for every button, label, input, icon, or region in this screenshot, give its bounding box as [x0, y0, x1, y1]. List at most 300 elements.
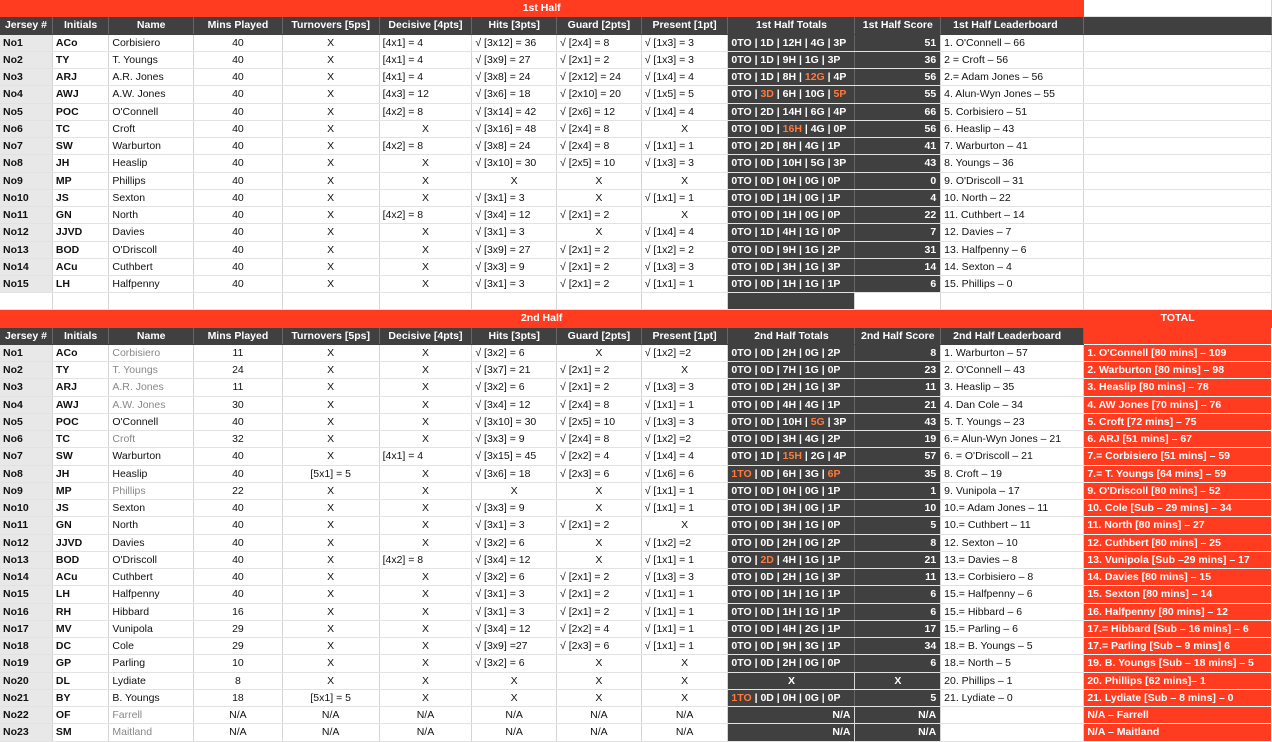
cell-t[interactable]: X — [282, 620, 379, 637]
cell-j[interactable]: No1 — [0, 344, 52, 361]
cell-t[interactable]: X — [282, 569, 379, 586]
cell-s[interactable]: 57 — [855, 448, 941, 465]
cell-p[interactable]: √ [1x1] = 1 — [641, 586, 728, 603]
cell-s[interactable]: 17 — [855, 620, 941, 637]
cell-p[interactable]: √ [1x1] = 1 — [641, 189, 728, 206]
cell-i[interactable]: DC — [52, 638, 108, 655]
cell-t[interactable]: X — [282, 138, 379, 155]
cell-j[interactable]: No21 — [0, 689, 52, 706]
cell-n[interactable]: O'Connell — [109, 413, 194, 430]
cell-t[interactable]: X — [282, 551, 379, 568]
cell-d[interactable]: X — [379, 534, 472, 551]
cell-i[interactable]: DL — [52, 672, 108, 689]
cell-n[interactable]: Maitland — [109, 724, 194, 741]
cell-d[interactable]: X — [379, 241, 472, 258]
cell-m[interactable]: 11 — [194, 379, 283, 396]
cell-lb[interactable]: 3. Heaslip – 35 — [941, 379, 1084, 396]
column-header[interactable]: Present [1pt] — [641, 17, 728, 34]
cell-g[interactable]: √ [2x4] = 8 — [557, 138, 642, 155]
cell-i[interactable]: JJVD — [52, 534, 108, 551]
cell-d[interactable]: X — [379, 672, 472, 689]
cell-j[interactable]: No14 — [0, 569, 52, 586]
cell-n[interactable]: Phillips — [109, 482, 194, 499]
cell-h[interactable]: √ [3x2] = 6 — [472, 379, 557, 396]
cell-lb[interactable]: 12. Davies – 7 — [941, 224, 1084, 241]
cell-j[interactable]: No10 — [0, 500, 52, 517]
column-header[interactable]: 1st Half Totals — [728, 17, 855, 34]
cell-d[interactable]: X — [379, 344, 472, 361]
total-leaderboard-cell[interactable]: N/A – Maitland — [1084, 724, 1272, 741]
cell-d[interactable]: [4x2] = 8 — [379, 551, 472, 568]
cell-h[interactable]: √ [3x1] = 3 — [472, 517, 557, 534]
cell-p[interactable]: √ [1x4] = 4 — [641, 103, 728, 120]
cell-p[interactable]: √ [1x3] = 3 — [641, 569, 728, 586]
cell-t[interactable]: X — [282, 103, 379, 120]
cell-s[interactable]: 21 — [855, 551, 941, 568]
cell-d[interactable]: X — [379, 362, 472, 379]
cell-g[interactable]: √ [2x3] = 6 — [557, 465, 642, 482]
column-header[interactable]: Mins Played — [194, 327, 283, 344]
cell-j[interactable]: No15 — [0, 586, 52, 603]
cell-m[interactable]: 40 — [194, 120, 283, 137]
cell-p[interactable]: X — [641, 672, 728, 689]
cell-n[interactable]: A.W. Jones — [109, 86, 194, 103]
cell-h[interactable]: √ [3x8] = 24 — [472, 138, 557, 155]
cell-t[interactable]: X — [282, 500, 379, 517]
cell-lb[interactable]: 15.= Halfpenny – 6 — [941, 586, 1084, 603]
cell-m[interactable]: 8 — [194, 672, 283, 689]
column-header[interactable]: 2nd Half Score — [855, 327, 941, 344]
cell-n[interactable]: North — [109, 517, 194, 534]
column-header[interactable]: Turnovers [5ps] — [282, 17, 379, 34]
cell-s[interactable]: 8 — [855, 344, 941, 361]
cell-d[interactable]: [4x3] = 12 — [379, 86, 472, 103]
column-header[interactable]: Decisive [4pts] — [379, 17, 472, 34]
column-header[interactable]: Hits [3pts] — [472, 17, 557, 34]
cell-p[interactable]: √ [1x3] = 3 — [641, 34, 728, 51]
cell-d[interactable]: X — [379, 500, 472, 517]
cell-t[interactable]: X — [282, 517, 379, 534]
cell-n[interactable]: Warburton — [109, 138, 194, 155]
cell-i[interactable]: ACo — [52, 34, 108, 51]
cell-h[interactable]: √ [3x3] = 9 — [472, 500, 557, 517]
cell-s[interactable]: 23 — [855, 362, 941, 379]
cell-j[interactable]: No13 — [0, 241, 52, 258]
cell-i[interactable]: SW — [52, 448, 108, 465]
cell-t[interactable]: X — [282, 258, 379, 275]
cell-s[interactable]: 35 — [855, 465, 941, 482]
cell-h[interactable]: √ [3x10] = 30 — [472, 413, 557, 430]
cell-s[interactable]: 4 — [855, 189, 941, 206]
total-leaderboard-cell[interactable]: 10. Cole [Sub – 29 mins] – 34 — [1084, 500, 1272, 517]
cell-t[interactable]: X — [282, 482, 379, 499]
cell-p[interactable]: √ [1x4] = 4 — [641, 448, 728, 465]
cell-d[interactable]: X — [379, 258, 472, 275]
cell-tot[interactable]: 0TO | 1D | 8H | 12G | 4P — [728, 69, 855, 86]
cell-m[interactable]: 40 — [194, 172, 283, 189]
cell-p[interactable]: √ [1x3] = 3 — [641, 258, 728, 275]
cell-i[interactable]: AWJ — [52, 396, 108, 413]
cell-n[interactable]: Croft — [109, 120, 194, 137]
cell-t[interactable]: X — [282, 172, 379, 189]
cell-j[interactable]: No2 — [0, 51, 52, 68]
cell-t[interactable]: X — [282, 586, 379, 603]
cell-i[interactable]: MP — [52, 172, 108, 189]
cell-j[interactable]: No3 — [0, 69, 52, 86]
column-header[interactable]: Initials — [52, 327, 108, 344]
cell-lb[interactable]: 4. Dan Cole – 34 — [941, 396, 1084, 413]
cell-t[interactable]: X — [282, 396, 379, 413]
cell-m[interactable]: 40 — [194, 448, 283, 465]
cell-s[interactable]: 6 — [855, 276, 941, 293]
cell-lb[interactable]: 10.= Adam Jones – 11 — [941, 500, 1084, 517]
cell-i[interactable]: BOD — [52, 551, 108, 568]
cell-p[interactable]: √ [1x2] = 2 — [641, 241, 728, 258]
cell-p[interactable]: √ [1x2] =2 — [641, 344, 728, 361]
cell-p[interactable]: X — [641, 517, 728, 534]
cell-tot[interactable]: 0TO | 0D | 3H | 0G | 1P — [728, 500, 855, 517]
cell-n[interactable]: A.W. Jones — [109, 396, 194, 413]
cell-p[interactable]: N/A — [641, 724, 728, 741]
cell-h[interactable]: X — [472, 672, 557, 689]
cell-m[interactable]: 40 — [194, 586, 283, 603]
cell-s[interactable]: 22 — [855, 207, 941, 224]
cell-n[interactable]: Halfpenny — [109, 276, 194, 293]
cell-h[interactable]: √ [3x15] = 45 — [472, 448, 557, 465]
cell-tot[interactable]: 0TO | 0D | 1H | 1G | 1P — [728, 276, 855, 293]
cell-lb[interactable]: 11. Cuthbert – 14 — [941, 207, 1084, 224]
cell-s[interactable]: 1 — [855, 482, 941, 499]
cell-m[interactable]: 40 — [194, 241, 283, 258]
cell-lb[interactable]: 15. Phillips – 0 — [941, 276, 1084, 293]
cell-h[interactable]: X — [472, 482, 557, 499]
cell-lb[interactable]: 5. Corbisiero – 51 — [941, 103, 1084, 120]
cell-g[interactable]: √ [2x2] = 4 — [557, 448, 642, 465]
cell-t[interactable]: X — [282, 207, 379, 224]
cell-g[interactable]: X — [557, 551, 642, 568]
cell-s[interactable]: 10 — [855, 500, 941, 517]
cell-g[interactable]: X — [557, 689, 642, 706]
cell-s[interactable]: 8 — [855, 534, 941, 551]
total-leaderboard-cell[interactable]: 6. ARJ [51 mins] – 67 — [1084, 431, 1272, 448]
cell-d[interactable]: X — [379, 655, 472, 672]
cell-j[interactable]: No15 — [0, 276, 52, 293]
cell-i[interactable]: JJVD — [52, 224, 108, 241]
cell-lb[interactable]: 13. Halfpenny – 6 — [941, 241, 1084, 258]
cell-j[interactable]: No7 — [0, 138, 52, 155]
cell-lb[interactable]: 13.= Davies – 8 — [941, 551, 1084, 568]
cell-h[interactable]: N/A — [472, 707, 557, 724]
cell-t[interactable]: X — [282, 189, 379, 206]
cell-tot[interactable]: 0TO | 2D | 8H | 4G | 1P — [728, 138, 855, 155]
cell-p[interactable]: √ [1x2] =2 — [641, 431, 728, 448]
cell-p[interactable]: √ [1x3] = 3 — [641, 413, 728, 430]
cell-m[interactable]: 40 — [194, 517, 283, 534]
column-header[interactable]: Jersey # — [0, 327, 52, 344]
cell-d[interactable]: X — [379, 586, 472, 603]
cell-tot[interactable]: 0TO | 1D | 9H | 1G | 3P — [728, 51, 855, 68]
cell-n[interactable]: Cuthbert — [109, 569, 194, 586]
cell-m[interactable]: 40 — [194, 155, 283, 172]
total-leaderboard-cell[interactable]: 5. Croft [72 mins] – 75 — [1084, 413, 1272, 430]
total-leaderboard-cell[interactable]: 11. North [80 mins] – 27 — [1084, 517, 1272, 534]
cell-p[interactable]: X — [641, 207, 728, 224]
cell-p[interactable]: √ [1x1] = 1 — [641, 276, 728, 293]
cell-tot[interactable]: 0TO | 0D | 10H | 5G | 3P — [728, 155, 855, 172]
cell-d[interactable]: X — [379, 517, 472, 534]
cell-tot[interactable]: N/A — [728, 707, 855, 724]
cell-tot[interactable]: 0TO | 2D | 14H | 6G | 4P — [728, 103, 855, 120]
cell-tot[interactable]: 0TO | 0D | 1H | 1G | 1P — [728, 603, 855, 620]
cell-s[interactable]: 6 — [855, 603, 941, 620]
cell-g[interactable]: √ [2x5] = 10 — [557, 413, 642, 430]
cell-h[interactable]: X — [472, 172, 557, 189]
cell-t[interactable]: X — [282, 672, 379, 689]
cell-h[interactable]: √ [3x16] = 48 — [472, 120, 557, 137]
cell-t[interactable]: X — [282, 448, 379, 465]
cell-s[interactable]: 34 — [855, 638, 941, 655]
cell-tot[interactable]: 0TO | 0D | 9H | 3G | 1P — [728, 638, 855, 655]
cell-p[interactable]: √ [1x1] = 1 — [641, 138, 728, 155]
cell-n[interactable]: Cuthbert — [109, 258, 194, 275]
cell-g[interactable]: √ [2x4] = 8 — [557, 34, 642, 51]
total-leaderboard-cell[interactable]: 12. Cuthbert [80 mins] – 25 — [1084, 534, 1272, 551]
column-header[interactable]: Jersey # — [0, 17, 52, 34]
cell-tot[interactable]: 0TO | 0D | 7H | 1G | 0P — [728, 362, 855, 379]
cell-d[interactable]: X — [379, 224, 472, 241]
cell-tot[interactable]: 1TO | 0D | 6H | 3G | 6P — [728, 465, 855, 482]
cell-h[interactable]: √ [3x7] = 21 — [472, 362, 557, 379]
cell-j[interactable]: No2 — [0, 362, 52, 379]
cell-p[interactable]: X — [641, 172, 728, 189]
cell-j[interactable]: No4 — [0, 396, 52, 413]
cell-t[interactable]: X — [282, 51, 379, 68]
cell-tot[interactable]: 0TO | 0D | 2H | 0G | 0P — [728, 655, 855, 672]
cell-p[interactable]: X — [641, 655, 728, 672]
cell-n[interactable]: O'Driscoll — [109, 551, 194, 568]
cell-g[interactable]: X — [557, 344, 642, 361]
cell-j[interactable]: No12 — [0, 534, 52, 551]
cell-lb[interactable]: 9. O'Driscoll – 31 — [941, 172, 1084, 189]
cell-h[interactable]: √ [3x3] = 9 — [472, 258, 557, 275]
cell-p[interactable]: √ [1x4] = 4 — [641, 69, 728, 86]
cell-s[interactable]: 7 — [855, 224, 941, 241]
cell-m[interactable]: 40 — [194, 551, 283, 568]
cell-g[interactable]: √ [2x1] = 2 — [557, 517, 642, 534]
cell-h[interactable]: √ [3x4] = 12 — [472, 620, 557, 637]
cell-g[interactable]: √ [2x1] = 2 — [557, 276, 642, 293]
cell-j[interactable]: No5 — [0, 103, 52, 120]
cell-i[interactable]: MV — [52, 620, 108, 637]
cell-m[interactable]: 40 — [194, 69, 283, 86]
cell-t[interactable]: X — [282, 155, 379, 172]
cell-h[interactable]: √ [3x2] = 6 — [472, 655, 557, 672]
cell-tot[interactable]: 0TO | 0D | 2H | 1G | 3P — [728, 569, 855, 586]
cell-m[interactable]: 40 — [194, 500, 283, 517]
cell-lb[interactable]: 13.= Corbisiero – 8 — [941, 569, 1084, 586]
cell-lb[interactable]: 2 = Croft – 56 — [941, 51, 1084, 68]
cell-h[interactable]: √ [3x6] = 18 — [472, 86, 557, 103]
cell-i[interactable]: ACo — [52, 344, 108, 361]
cell-j[interactable]: No3 — [0, 379, 52, 396]
cell-tot[interactable]: 0TO | 0D | 2H | 0G | 2P — [728, 344, 855, 361]
cell-lb[interactable]: 8. Youngs – 36 — [941, 155, 1084, 172]
cell-j[interactable]: No10 — [0, 189, 52, 206]
cell-n[interactable]: Heaslip — [109, 155, 194, 172]
cell-t[interactable]: X — [282, 34, 379, 51]
cell-d[interactable]: X — [379, 413, 472, 430]
cell-i[interactable]: MP — [52, 482, 108, 499]
cell-lb[interactable] — [941, 707, 1084, 724]
cell-j[interactable]: No8 — [0, 155, 52, 172]
cell-d[interactable]: [4x1] = 4 — [379, 448, 472, 465]
total-leaderboard-cell[interactable]: 3. Heaslip [80 mins] – 78 — [1084, 379, 1272, 396]
cell-s[interactable]: 36 — [855, 51, 941, 68]
cell-s[interactable]: N/A — [855, 724, 941, 741]
cell-s[interactable]: 41 — [855, 138, 941, 155]
cell-j[interactable]: No5 — [0, 413, 52, 430]
total-leaderboard-cell[interactable]: 20. Phillips [62 mins]– 1 — [1084, 672, 1272, 689]
cell-m[interactable]: 24 — [194, 362, 283, 379]
cell-s[interactable]: X — [855, 672, 941, 689]
cell-i[interactable]: TY — [52, 362, 108, 379]
cell-lb[interactable]: 10. North – 22 — [941, 189, 1084, 206]
cell-g[interactable]: √ [2x1] = 2 — [557, 241, 642, 258]
cell-g[interactable]: X — [557, 655, 642, 672]
total-leaderboard-cell[interactable]: 17.= Parling [Sub – 9 mins] 6 — [1084, 638, 1272, 655]
cell-n[interactable]: T. Youngs — [109, 51, 194, 68]
cell-tot[interactable]: 0TO | 0D | 0H | 0G | 1P — [728, 482, 855, 499]
cell-i[interactable]: GN — [52, 517, 108, 534]
cell-m[interactable]: N/A — [194, 724, 283, 741]
column-header[interactable]: Turnovers [5ps] — [282, 327, 379, 344]
cell-m[interactable]: 40 — [194, 258, 283, 275]
cell-m[interactable]: 32 — [194, 431, 283, 448]
cell-g[interactable]: √ [2x12] = 24 — [557, 69, 642, 86]
cell-lb[interactable]: 18.= B. Youngs – 5 — [941, 638, 1084, 655]
cell-lb[interactable]: 20. Phillips – 1 — [941, 672, 1084, 689]
cell-p[interactable]: √ [1x2] =2 — [641, 534, 728, 551]
cell-i[interactable]: BY — [52, 689, 108, 706]
cell-tot[interactable]: 0TO | 2D | 4H | 1G | 1P — [728, 551, 855, 568]
cell-m[interactable]: N/A — [194, 707, 283, 724]
cell-h[interactable]: √ [3x3] = 9 — [472, 431, 557, 448]
cell-m[interactable]: 22 — [194, 482, 283, 499]
cell-tot[interactable]: 0TO | 0D | 0H | 0G | 0P — [728, 172, 855, 189]
total-leaderboard-cell[interactable]: 21. Lydiate [Sub – 8 mins] – 0 — [1084, 689, 1272, 706]
cell-t[interactable]: N/A — [282, 724, 379, 741]
cell-p[interactable]: √ [1x6] = 6 — [641, 465, 728, 482]
cell-n[interactable]: Sexton — [109, 500, 194, 517]
cell-n[interactable]: Corbisiero — [109, 34, 194, 51]
cell-t[interactable]: X — [282, 224, 379, 241]
cell-m[interactable]: 40 — [194, 103, 283, 120]
cell-g[interactable]: √ [2x4] = 8 — [557, 396, 642, 413]
cell-lb[interactable]: 4. Alun-Wyn Jones – 55 — [941, 86, 1084, 103]
cell-p[interactable]: √ [1x1] = 1 — [641, 620, 728, 637]
cell-m[interactable]: 40 — [194, 51, 283, 68]
cell-p[interactable]: √ [1x1] = 1 — [641, 482, 728, 499]
cell-p[interactable]: N/A — [641, 707, 728, 724]
cell-n[interactable]: O'Connell — [109, 103, 194, 120]
cell-g[interactable]: √ [2x5] = 10 — [557, 155, 642, 172]
cell-t[interactable]: X — [282, 86, 379, 103]
cell-s[interactable]: 6 — [855, 655, 941, 672]
cell-d[interactable]: X — [379, 638, 472, 655]
cell-m[interactable]: 40 — [194, 413, 283, 430]
cell-tot[interactable]: 0TO | 0D | 3H | 4G | 2P — [728, 431, 855, 448]
cell-j[interactable]: No23 — [0, 724, 52, 741]
cell-j[interactable]: No6 — [0, 120, 52, 137]
total-leaderboard-cell[interactable]: 7.= T. Youngs [64 mins] – 59 — [1084, 465, 1272, 482]
cell-s[interactable]: 51 — [855, 34, 941, 51]
cell-tot[interactable]: 0TO | 0D | 2H | 1G | 3P — [728, 379, 855, 396]
cell-lb[interactable]: 2.= Adam Jones – 56 — [941, 69, 1084, 86]
cell-lb[interactable]: 12. Sexton – 10 — [941, 534, 1084, 551]
column-header[interactable]: 1st Half Leaderboard — [941, 17, 1084, 34]
cell-h[interactable]: √ [3x4] = 12 — [472, 207, 557, 224]
cell-p[interactable]: X — [641, 362, 728, 379]
cell-h[interactable]: √ [3x8] = 24 — [472, 69, 557, 86]
cell-g[interactable]: √ [2x4] = 8 — [557, 120, 642, 137]
column-header[interactable]: Present [1pt] — [641, 327, 728, 344]
cell-g[interactable]: √ [2x1] = 2 — [557, 603, 642, 620]
cell-j[interactable]: No20 — [0, 672, 52, 689]
cell-tot[interactable]: 0TO | 1D | 4H | 1G | 0P — [728, 224, 855, 241]
cell-d[interactable]: [4x1] = 4 — [379, 51, 472, 68]
cell-s[interactable]: 11 — [855, 569, 941, 586]
column-header[interactable]: Guard [2pts] — [557, 327, 642, 344]
cell-t[interactable]: X — [282, 69, 379, 86]
cell-n[interactable]: Davies — [109, 534, 194, 551]
cell-i[interactable]: AWJ — [52, 86, 108, 103]
total-leaderboard-cell[interactable]: 1. O'Connell [80 mins] – 109 — [1084, 344, 1272, 361]
cell-j[interactable]: No16 — [0, 603, 52, 620]
cell-lb[interactable]: 18.= North – 5 — [941, 655, 1084, 672]
cell-m[interactable]: 10 — [194, 655, 283, 672]
cell-d[interactable]: X — [379, 379, 472, 396]
cell-g[interactable]: √ [2x1] = 2 — [557, 586, 642, 603]
cell-j[interactable]: No4 — [0, 86, 52, 103]
cell-n[interactable]: Phillips — [109, 172, 194, 189]
cell-lb[interactable]: 10.= Cuthbert – 11 — [941, 517, 1084, 534]
cell-m[interactable]: 11 — [194, 344, 283, 361]
cell-i[interactable]: OF — [52, 707, 108, 724]
cell-j[interactable]: No8 — [0, 465, 52, 482]
column-header[interactable]: Mins Played — [194, 17, 283, 34]
cell-h[interactable]: √ [3x2] = 6 — [472, 344, 557, 361]
cell-m[interactable]: 40 — [194, 465, 283, 482]
cell-m[interactable]: 29 — [194, 638, 283, 655]
cell-n[interactable]: Halfpenny — [109, 586, 194, 603]
cell-lb[interactable]: 9. Vunipola – 17 — [941, 482, 1084, 499]
cell-s[interactable]: 55 — [855, 86, 941, 103]
total-leaderboard-cell[interactable]: 13. Vunipola [Sub –29 mins] – 17 — [1084, 551, 1272, 568]
cell-n[interactable]: Vunipola — [109, 620, 194, 637]
column-header[interactable]: Decisive [4pts] — [379, 327, 472, 344]
cell-tot[interactable]: N/A — [728, 724, 855, 741]
cell-s[interactable]: 19 — [855, 431, 941, 448]
cell-h[interactable]: √ [3x9] =27 — [472, 638, 557, 655]
cell-h[interactable]: √ [3x2] = 6 — [472, 534, 557, 551]
cell-g[interactable]: √ [2x1] = 2 — [557, 207, 642, 224]
total-leaderboard-cell[interactable]: 19. B. Youngs [Sub – 18 mins] – 5 — [1084, 655, 1272, 672]
cell-i[interactable]: ARJ — [52, 379, 108, 396]
cell-i[interactable]: TY — [52, 51, 108, 68]
cell-h[interactable]: √ [3x12] = 36 — [472, 34, 557, 51]
cell-p[interactable]: √ [1x3] = 3 — [641, 155, 728, 172]
cell-m[interactable]: 40 — [194, 34, 283, 51]
